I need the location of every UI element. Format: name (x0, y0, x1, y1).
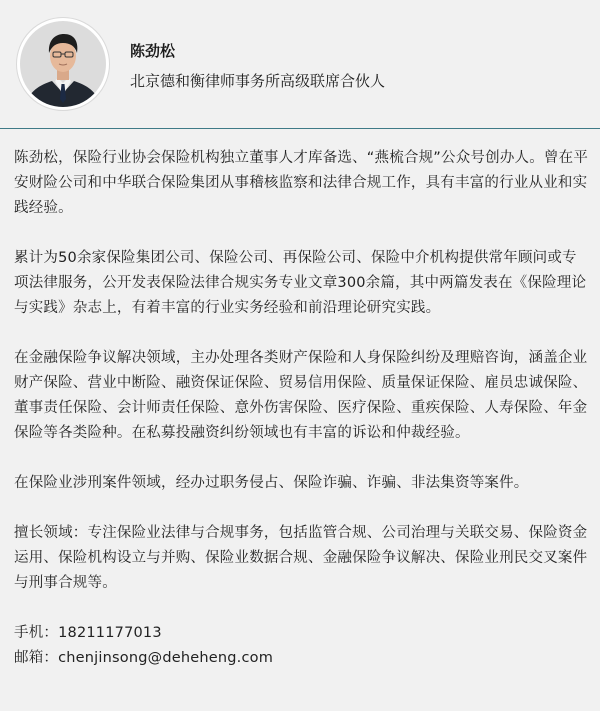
bio-paragraph-expertise: 擅长领域：专注保险业法律与合规事务，包括监管合规、公司治理与关联交易、保险资金运用、保险机构设立与并购、保险业数据合规、金融保险争议解决、保险业刑民交叉案件与刑事合规等。 (14, 525, 588, 591)
profile-header (0, 0, 600, 128)
header-divider (0, 128, 600, 129)
bio-paragraph-intro: 陈劲松，保险行业协会保险机构独立董事人才库备选、“燕梳合规”公众号创办人。曾在平安财险公司和中华联合保险集团从事稽核监察和法律合规工作，具有丰富的行业从业和实践经验。 (14, 150, 589, 216)
bio-paragraph-criminal: 在保险业涉刑案件领域，经办过职务侵占、保险诈骗、诈骗、非法集资等案件。 (14, 475, 529, 491)
person-name: 陈劲松 (130, 42, 176, 60)
bio-content (14, 146, 590, 671)
contact-email[interactable]: 邮箱：chenjinsong@deheheng.com (14, 650, 274, 666)
bio-paragraph-clients: 累计为50余家保险集团公司、保险公司、再保险公司、保险中介机构提供常年顾问或专项法律服务，公开发表保险法律合规实务专业文章300余篇，其中两篇发表在《保险理论与实践》杂志上，有着丰富的行业实务经验和前沿理论研究实践。 (14, 250, 587, 316)
person-title: 北京德和衡律师事务所高级联席合伙人 (130, 72, 386, 90)
bio-paragraph-disputes: 在金融保险争议解决领域，主办处理各类财产保险和人身保险纠纷及理赔咨询，涵盖企业财产保险、营业中断险、融资保证保险、贸易信用保险、质量保证保险、雇员忠诚保险、董事责任保险、会计师责任保险、意外伤害保险、医疗保险、重疾保险、人寿保险、年金保险等各类险种。在私募投融资纠纷领域也有丰富的诉讼和仲裁经验。 (14, 350, 588, 441)
avatar (16, 17, 110, 111)
contact-phone: 手机：18211177013 (14, 625, 162, 641)
person-portrait-icon (20, 21, 106, 107)
